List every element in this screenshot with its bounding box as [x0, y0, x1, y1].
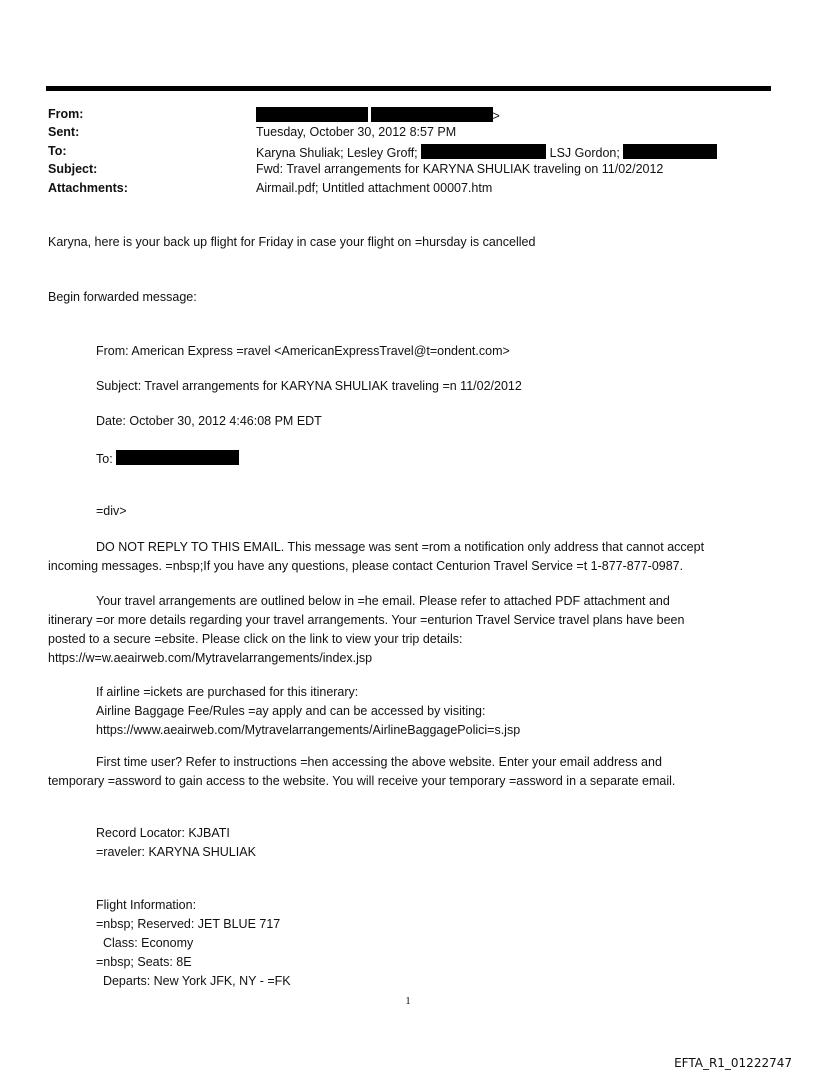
subject-value: Fwd: Travel arrangements for KARYNA SHULIAK traveling on 11/02/2012	[256, 162, 664, 176]
attachments-label: Attachments:	[48, 181, 128, 195]
flight-reserved: =nbsp; Reserved: JET BLUE 717	[96, 917, 281, 931]
first-time-paragraph	[48, 753, 770, 791]
subject-label: Subject:	[48, 162, 98, 176]
from-value	[256, 107, 500, 123]
page-number: 1	[405, 995, 411, 1007]
flight-info-title: Flight Information:	[96, 898, 197, 912]
notice-line-1: DO NOT REPLY TO THIS EMAIL. This message was sent =rom a notification only address that cannot accept	[96, 540, 705, 554]
to-value-a: Karyna Shuliak; Lesley Groff;	[256, 146, 418, 160]
baggage-line-2: Airline Baggage Fee/Rules =ay apply and can be accessed by visiting:	[96, 704, 486, 718]
notice-paragraph	[48, 538, 770, 576]
baggage-paragraph	[48, 683, 770, 740]
flight-class: Class: Economy	[96, 936, 194, 950]
redaction-box	[371, 107, 493, 122]
first-time-line-2: temporary =assword to gain access to the website. You will receive your temporary =assword in a separate email.	[48, 774, 676, 788]
record-block	[48, 824, 770, 862]
arrangements-line-3: posted to a secure =ebsite. Please click on the link to view your trip details:	[48, 632, 463, 646]
top-divider	[46, 86, 771, 91]
attachments-value: Airmail.pdf; Untitled attachment 00007.htm	[256, 181, 493, 195]
redaction-box	[256, 107, 368, 122]
forwarded-subject: Subject: Travel arrangements for KARYNA SHULIAK traveling =n 11/02/2012	[96, 379, 522, 393]
forwarded-from: From: American Express =ravel <AmericanExpressTravel@t=ondent.com>	[96, 344, 510, 358]
flight-seats: =nbsp; Seats: 8E	[96, 955, 192, 969]
to-label: To:	[48, 144, 67, 158]
to-value-b: LSJ Gordon;	[549, 146, 620, 160]
forwarded-to-label: To:	[96, 452, 113, 466]
baggage-policy-link[interactable]: https://www.aeairweb.com/Mytravelarrangements/AirlineBaggagePolici=s.jsp	[96, 723, 521, 737]
itinerary-link[interactable]: https://w=w.aeairweb.com/Mytravelarrangements/index.jsp	[48, 651, 373, 665]
to-value	[256, 144, 717, 160]
notice-line-2: incoming messages. =nbsp;If you have any questions, please contact Centurion Travel Service =t 1-877-877-0987.	[48, 559, 684, 573]
redaction-box	[116, 450, 239, 465]
intro-text: Karyna, here is your back up flight for Friday in case your flight on =hursday is cancelled	[48, 235, 536, 249]
redaction-box	[421, 144, 546, 159]
from-label: From:	[48, 107, 84, 121]
flight-departs: Departs: New York JFK, NY - =FK	[96, 974, 291, 988]
sent-label: Sent:	[48, 125, 80, 139]
begin-forwarded: Begin forwarded message:	[48, 290, 197, 304]
forwarded-to	[96, 450, 239, 466]
traveler-name: =raveler: KARYNA SHULIAK	[96, 845, 256, 859]
forwarded-date: Date: October 30, 2012 4:46:08 PM EDT	[96, 414, 322, 428]
arrangements-line-1: Your travel arrangements are outlined below in =he email. Please refer to attached PDF attachment and	[96, 594, 670, 608]
div-tag: =div>	[96, 504, 127, 518]
sent-value: Tuesday, October 30, 2012 8:57 PM	[256, 125, 457, 139]
first-time-line-1: First time user? Refer to instructions =hen accessing the above website. Enter your email address and	[96, 755, 662, 769]
record-locator: Record Locator: KJBATI	[96, 826, 230, 840]
document-id: EFTA_R1_01222747	[674, 1056, 792, 1070]
redaction-box	[623, 144, 717, 159]
arrangements-line-2: itinerary =or more details regarding your travel arrangements. Your =enturion Travel Service travel plans have been	[48, 613, 685, 627]
baggage-line-1: If airline =ickets are purchased for this itinerary:	[96, 685, 359, 699]
from-value-suffix: >	[492, 109, 500, 123]
arrangements-paragraph	[48, 592, 770, 668]
flight-info-block	[48, 896, 770, 991]
